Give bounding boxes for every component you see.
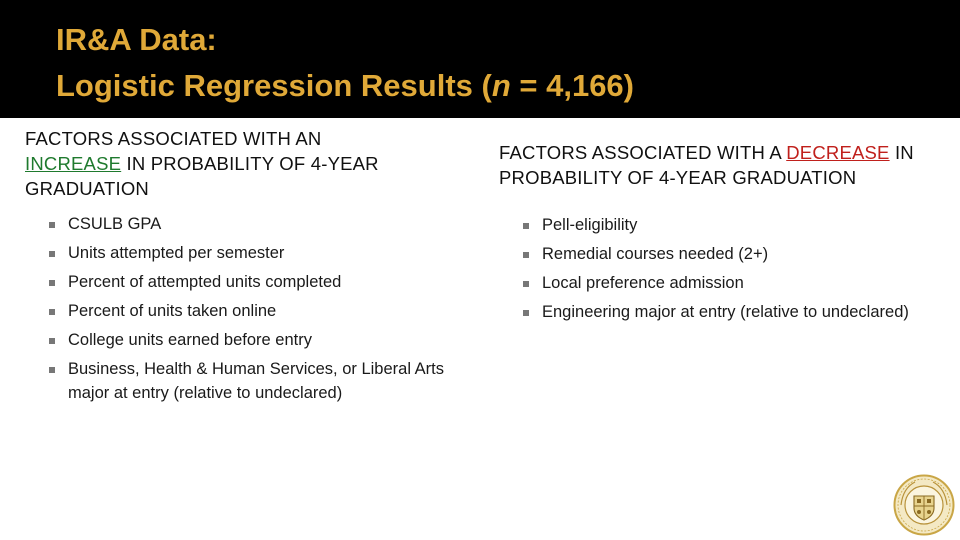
- square-bullet-icon: [49, 367, 55, 373]
- increase-factors-column: [25, 126, 445, 411]
- list-item: [25, 329, 445, 353]
- list-item: [499, 301, 944, 325]
- list-item-text: Remedial courses needed (2+): [542, 245, 769, 263]
- increase-factors-list: [25, 213, 445, 405]
- university-seal-icon: [893, 474, 955, 536]
- list-item-text: CSULB GPA: [68, 215, 162, 233]
- square-bullet-icon: [523, 252, 529, 258]
- list-item-text: Business, Health & Human Services, or Liberal Arts major at entry (relative to undeclared): [68, 360, 444, 402]
- square-bullet-icon: [49, 338, 55, 344]
- list-item: [499, 243, 944, 267]
- list-item-text: Units attempted per semester: [68, 244, 285, 262]
- decrease-heading-post: IN PROBABILITY OF 4-YEAR GRADUATION: [499, 142, 914, 188]
- list-item-text: Engineering major at entry (relative to undeclared): [542, 303, 909, 321]
- list-item: [25, 358, 445, 405]
- decrease-heading: [499, 140, 944, 190]
- decrease-factors-column: [499, 140, 944, 330]
- increase-heading: [25, 126, 445, 201]
- square-bullet-icon: [523, 310, 529, 316]
- slide-title-line-1: IR&A Data:: [56, 22, 217, 57]
- title-main-text: Logistic Regression Results (: [56, 68, 492, 103]
- decrease-keyword: DECREASE: [786, 142, 890, 163]
- list-item: [25, 213, 445, 237]
- increase-keyword: INCREASE: [25, 153, 122, 174]
- list-item: [499, 214, 944, 238]
- title-end-text: = 4,166): [510, 68, 634, 103]
- decrease-heading-pre: FACTORS ASSOCIATED WITH A: [499, 142, 787, 163]
- list-item-text: College units earned before entry: [68, 331, 312, 349]
- slide-title-line-2: [56, 68, 634, 104]
- list-item: [25, 271, 445, 295]
- list-item-text: Percent of attempted units completed: [68, 273, 342, 291]
- square-bullet-icon: [523, 223, 529, 229]
- list-item-text: Percent of units taken online: [68, 302, 277, 320]
- square-bullet-icon: [49, 280, 55, 286]
- square-bullet-icon: [523, 281, 529, 287]
- list-item-text: Pell-eligibility: [542, 216, 638, 234]
- list-item-text: Local preference admission: [542, 274, 744, 292]
- list-item: [499, 272, 944, 296]
- square-bullet-icon: [49, 309, 55, 315]
- list-item: [25, 242, 445, 266]
- square-bullet-icon: [49, 251, 55, 257]
- title-bar: [0, 0, 960, 118]
- decrease-factors-list: [499, 214, 944, 325]
- title-n-symbol: n: [491, 68, 511, 103]
- increase-heading-pre: FACTORS ASSOCIATED WITH AN: [25, 128, 322, 149]
- list-item: [25, 300, 445, 324]
- square-bullet-icon: [49, 222, 55, 228]
- increase-heading-post: IN PROBABILITY OF 4-YEAR GRADUATION: [25, 153, 379, 199]
